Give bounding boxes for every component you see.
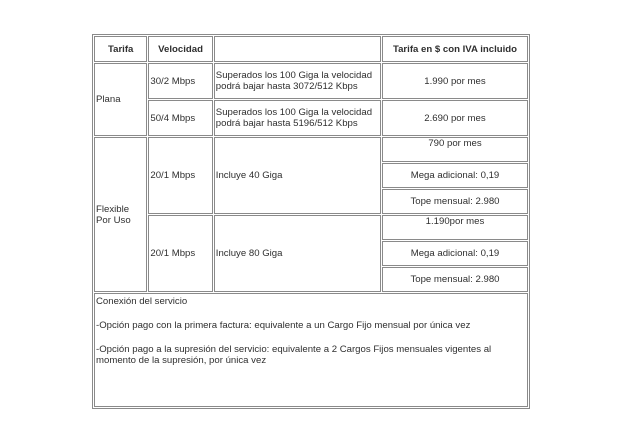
speed-cell: 20/1 Mbps: [148, 215, 212, 292]
speed-cell: 50/4 Mbps: [148, 100, 212, 136]
price-cell: 1.990 por mes: [382, 63, 528, 99]
plan-label-plana: Plana: [94, 63, 147, 136]
detail-cell: Incluye 40 Giga: [214, 137, 381, 214]
speed-cell: 20/1 Mbps: [148, 137, 212, 214]
header-detalle: [214, 36, 381, 62]
connection-option-1: -Opción pago con la primera factura: equivalente a un Cargo Fijo mensual por única vez: [96, 320, 471, 331]
price-cell: 1.190por mes: [382, 215, 528, 240]
table-header-row: [94, 36, 528, 62]
connection-cell: [94, 293, 528, 407]
detail-cell: Superados los 100 Giga la velocidad podrá bajar hasta 5196/512 Kbps: [214, 100, 381, 136]
header-precio: Tarifa en $ con IVA incluido: [382, 36, 528, 62]
connection-option-2: -Opción pago a la supresión del servicio: equivalente a 2 Cargos Fijos mensuales vigentes al momento de la supresión, por única vez: [96, 344, 492, 366]
table-row: [94, 215, 528, 240]
tope-mensual-cell: Tope mensual: 2.980: [382, 189, 528, 214]
header-velocidad: Velocidad: [148, 36, 212, 62]
mega-adicional-cell: Mega adicional: 0,19: [382, 241, 528, 266]
price-cell: 2.690 por mes: [382, 100, 528, 136]
detail-cell: Superados los 100 Giga la velocidad podrá bajar hasta 3072/512 Kbps: [214, 63, 381, 99]
price-cell: 790 por mes: [382, 137, 528, 162]
connection-title: Conexión del servicio: [96, 296, 188, 307]
table-row: [94, 63, 528, 99]
tope-mensual-cell: Tope mensual: 2.980: [382, 267, 528, 292]
connection-row: [94, 293, 528, 407]
speed-cell: 30/2 Mbps: [148, 63, 212, 99]
table-row: [94, 100, 528, 136]
table-row: [94, 137, 528, 162]
mega-adicional-cell: Mega adicional: 0,19: [382, 163, 528, 188]
tariff-table: [92, 34, 530, 409]
plan-label-flexible: Flexible Por Uso: [94, 137, 147, 292]
detail-cell: Incluye 80 Giga: [214, 215, 381, 292]
header-tarifa: Tarifa: [94, 36, 147, 62]
